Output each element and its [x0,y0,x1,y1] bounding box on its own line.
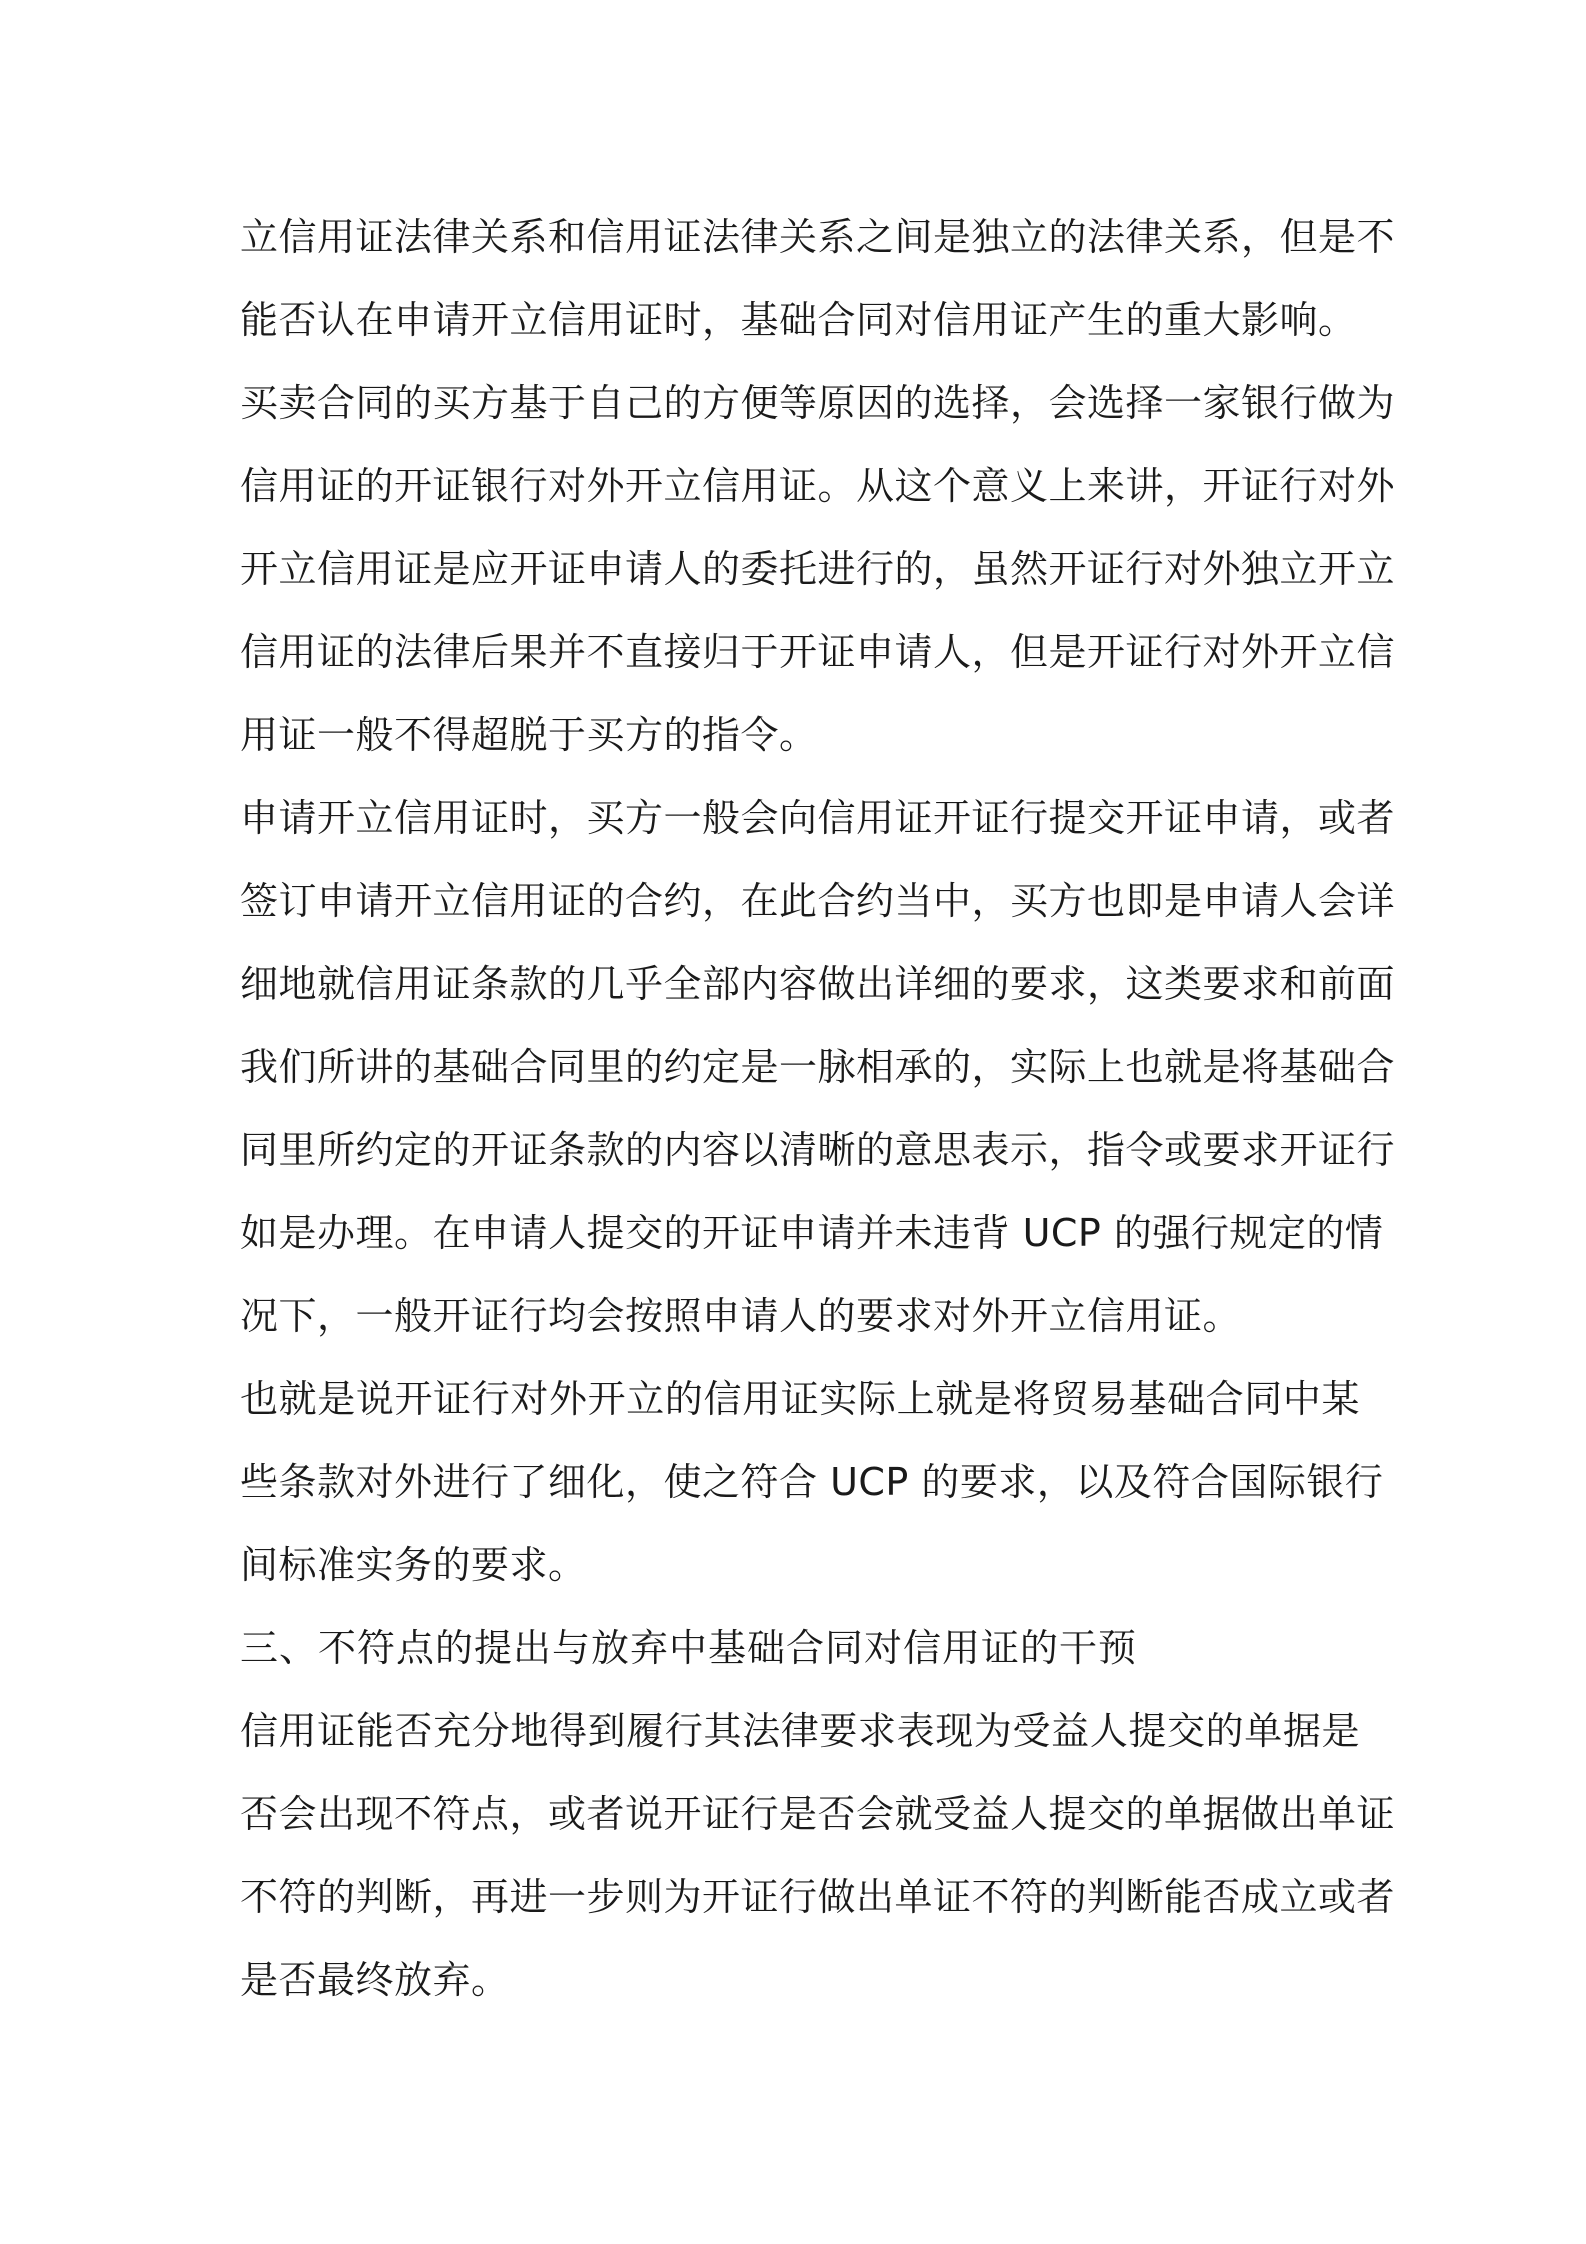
text-line: 细地就信用证条款的几乎全部内容做出详细的要求，这类要求和前面 [240,962,1396,1006]
text-line: 签订申请开立信用证的合约，在此合约当中，买方也即是申请人会详 [240,879,1396,923]
text-line: 信用证的法律后果并不直接归于开证申请人，但是开证行对外开立信 [240,630,1396,674]
text-line: 间标准实务的要求。 [240,1543,587,1587]
text-line: 也就是说开证行对外开立的信用证实际上就是将贸易基础合同中某 [240,1377,1360,1421]
text-line: 开立信用证是应开证申请人的委托进行的，虽然开证行对外独立开立 [240,547,1396,591]
text-line: 买卖合同的买方基于自己的方便等原因的选择，会选择一家银行做为 [240,381,1396,425]
text-line: 否会出现不符点，或者说开证行是否会就受益人提交的单据做出单证 [240,1792,1396,1836]
text-line: 些条款对外进行了细化，使之符合 UCP 的要求，以及符合国际银行 [240,1460,1384,1504]
text-line: 用证一般不得超脱于买方的指令。 [240,713,818,757]
text-line: 况下，一般开证行均会按照申请人的要求对外开立信用证。 [240,1294,1242,1338]
text-line: 信用证的开证银行对外开立信用证。从这个意义上来讲，开证行对外 [240,464,1396,508]
text-line: 不符的判断，再进一步则为开证行做出单证不符的判断能否成立或者 [240,1875,1396,1919]
text-line: 是否最终放弃。 [240,1958,510,2002]
text-line: 同里所约定的开证条款的内容以清晰的意思表示，指令或要求开证行 [240,1128,1396,1172]
section-heading: 三、不符点的提出与放弃中基础合同对信用证的干预 [240,1626,1138,1670]
text-line: 如是办理。在申请人提交的开证申请并未违背 UCP 的强行规定的情 [240,1211,1384,1255]
text-line: 信用证能否充分地得到履行其法律要求表现为受益人提交的单据是 [240,1709,1360,1753]
text-line: 立信用证法律关系和信用证法律关系之间是独立的法律关系，但是不 [240,215,1396,259]
text-line: 能否认在申请开立信用证时，基础合同对信用证产生的重大影响。 [240,298,1357,342]
text-line: 申请开立信用证时，买方一般会向信用证开证行提交开证申请，或者 [240,796,1396,840]
text-line: 我们所讲的基础合同里的约定是一脉相承的，实际上也就是将基础合 [240,1045,1396,1089]
document-body [240,196,1396,2022]
